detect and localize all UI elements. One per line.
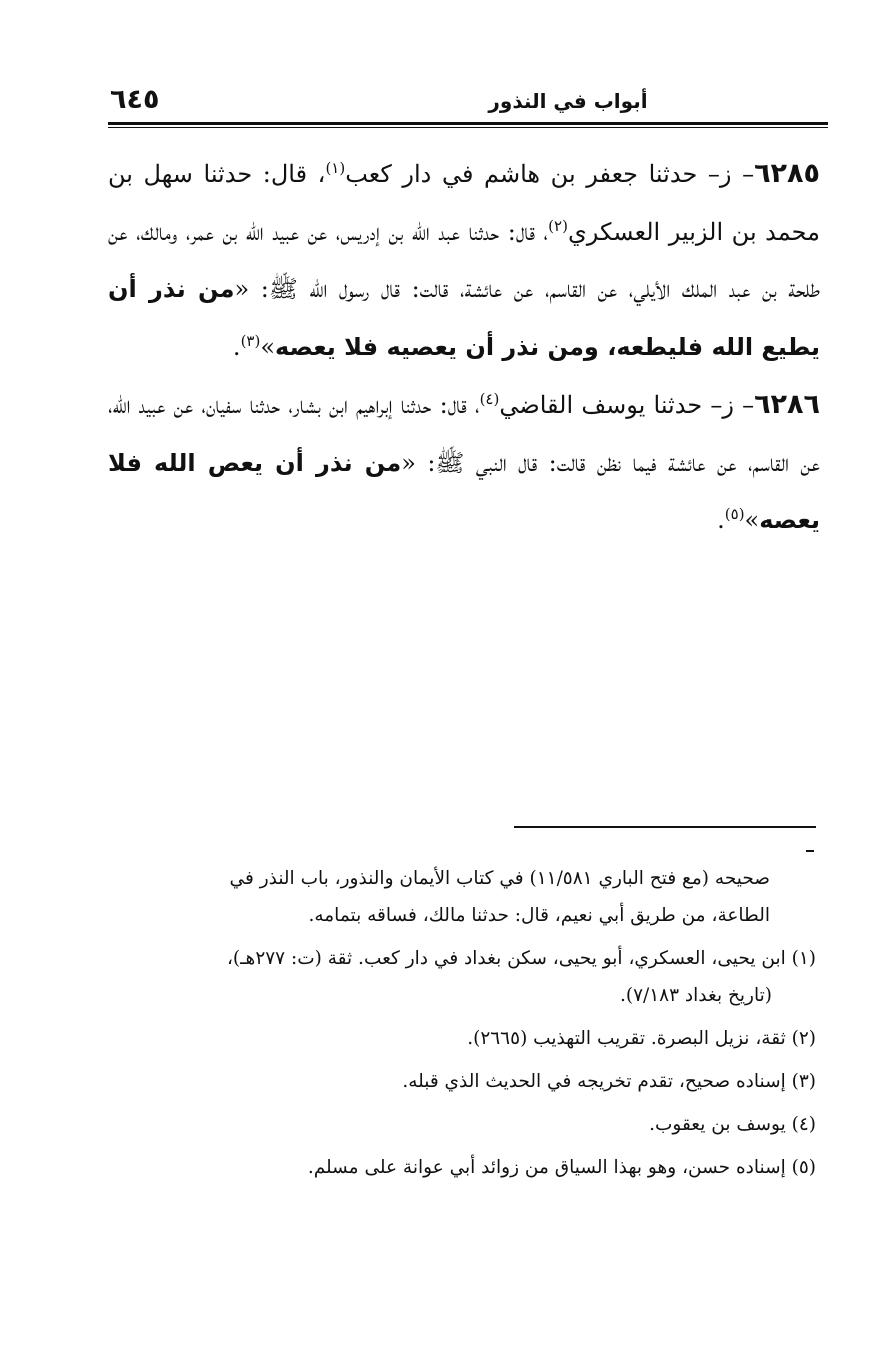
footnote-ref[interactable]: (٥) <box>724 505 745 523</box>
footnote-text-line2: (تاريخ بغداد ٧/١٨٣). <box>619 985 772 1006</box>
hadith-text: – ز– حدثنا جعفر بن هاشم في دار كعب <box>345 160 755 188</box>
hadith-6285 <box>108 145 820 376</box>
footnote-3 <box>108 1063 816 1100</box>
footnotes <box>108 860 816 1192</box>
hadith-text: – ز– حدثنا يوسف القاضي <box>499 391 755 419</box>
quote-close: » <box>744 506 760 534</box>
period: . <box>717 506 725 534</box>
page-number: ٦٤٥ <box>110 84 160 115</box>
footnote-separator <box>514 826 816 828</box>
footnote-continuation-line: صحيحه (مع فتح الباري ١١/٥٨١) في كتاب الأيمان والنذور، باب النذر في <box>229 868 770 889</box>
hadith-matn: من نذر أن يعص الله فلا يعصه <box>108 448 820 534</box>
hadith-6286 <box>108 376 820 550</box>
footnote-1 <box>108 940 816 1014</box>
footnote-marker: (٣) <box>791 1071 816 1092</box>
hadith-text: ، قال: حدثنا سهل بن محمد بن الزبير العسكري <box>108 160 821 246</box>
footnote-continuation-line: الطاعة، من طريق أبي نعيم، قال: حدثنا مالك، فساقه بتمامه. <box>308 905 770 926</box>
header-rule <box>108 122 828 125</box>
hadith-matn: من نذر أن يطيع الله فليطعه، ومن نذر أن يعصيه فلا يعصه <box>108 275 820 361</box>
quote-close: » <box>260 332 276 361</box>
footnote-ref[interactable]: (٣) <box>240 331 261 350</box>
footnote-5 <box>108 1149 816 1186</box>
footnote-text: إسناده حسن، وهو بهذا السياق من زوائد أبي عوانة على مسلم. <box>307 1157 786 1178</box>
hadith-number: ٦٢٨٥ <box>754 158 820 189</box>
footnote-ref[interactable]: (٢) <box>548 216 568 235</box>
footnote-text: يوسف بن يعقوب. <box>649 1114 786 1135</box>
footnote-text: ثقة، نزيل البصرة. تقريب التهذيب (٢٦٦٥). <box>467 1028 786 1049</box>
hadith-text: ، قال: حدثنا عبد الله بن إدريس، عن عبيد الله بن عمر، ومالك، عن طلحة بن عبد الملك الأيلي، عن القاسم، عن عائشة، قالت: قال رسول الله ﷺ: « <box>108 217 820 303</box>
hadith-number: ٦٢٨٦ <box>754 389 820 420</box>
running-header <box>108 82 826 122</box>
footnote-marker: (١) <box>791 948 816 969</box>
main-text <box>108 145 820 550</box>
footnote-ref[interactable]: (١) <box>325 159 346 177</box>
running-title: أبواب في النذور <box>488 89 648 113</box>
continuation-mark <box>806 850 814 852</box>
footnote-2 <box>108 1020 816 1057</box>
hadith-text: ، قال: حدثنا إبراهيم ابن بشار، حدثنا سفيان، عن عبيد الله، عن القاسم، عن عائشة فيما نظن قالت: قال النبي ﷺ: « <box>108 391 820 477</box>
footnote-marker: (٢) <box>791 1028 816 1049</box>
footnote-continuation <box>108 860 816 934</box>
header-rule-thin <box>108 127 828 128</box>
period: . <box>232 332 241 361</box>
footnote-marker: (٥) <box>791 1157 816 1178</box>
footnote-ref[interactable]: (٤) <box>479 390 500 408</box>
footnote-marker: (٤) <box>791 1114 816 1135</box>
footnote-text: ابن يحيى، العسكري، أبو يحيى، سكن بغداد في دار كعب. ثقة (ت: ٢٧٧هـ)، <box>226 948 786 969</box>
footnote-text: إسناده صحيح، تقدم تخريجه في الحديث الذي قبله. <box>402 1071 786 1092</box>
footnote-4 <box>108 1106 816 1143</box>
